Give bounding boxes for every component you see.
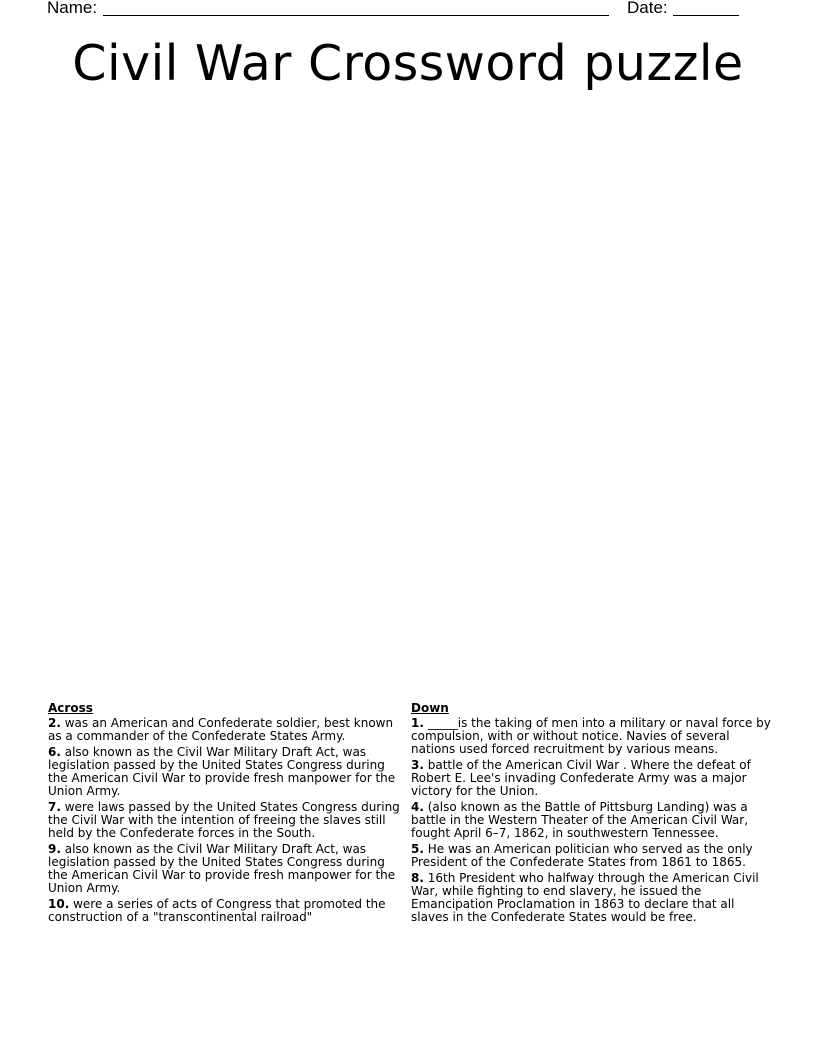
clue-down-4 xyxy=(411,801,771,840)
clue-number: 1. xyxy=(411,716,424,730)
clue-text: also known as the Civil War Military Draft Act, was legislation passed by the United States Congress during the American Civil War to provide fresh manpower for the Union Army. xyxy=(48,745,396,798)
clue-number: 8. xyxy=(411,871,424,885)
clue-number: 6. xyxy=(48,745,61,759)
clue-across-6 xyxy=(48,746,408,798)
clue-across-2 xyxy=(48,717,408,743)
clue-number: 2. xyxy=(48,716,61,730)
clue-text: (also known as the Battle of Pittsburg Landing) was a battle in the Western Theater of the American Civil War, fought April 6–7, 1862, in southwestern Tennessee. xyxy=(411,800,749,840)
clue-text: He was an American politician who served as the only President of the Confederate States from 1861 to 1865. xyxy=(411,842,753,869)
clue-text: were a series of acts of Congress that promoted the construction of a "transcontinental railroad" xyxy=(48,897,386,924)
clue-text: battle of the American Civil War . Where the defeat of Robert E. Lee's invading Confederate Army was a major victory for the Union. xyxy=(411,758,751,798)
date-label: Date: xyxy=(627,0,668,17)
clue-number: 3. xyxy=(411,758,424,772)
across-clues xyxy=(48,701,408,927)
clue-number: 7. xyxy=(48,800,61,814)
clue-down-8 xyxy=(411,872,771,924)
clue-down-1 xyxy=(411,717,771,756)
down-heading: Down xyxy=(411,701,449,715)
down-clues xyxy=(411,701,771,927)
clue-text: 16th President who halfway through the American Civil War, while fighting to end slavery, he issued the Emancipation Proclamation in 1863 to declare that all slaves in the Confederate States would be free. xyxy=(411,871,759,924)
clue-number: 9. xyxy=(48,842,61,856)
clue-number: 4. xyxy=(411,800,424,814)
puzzle-title: Civil War Crossword puzzle xyxy=(72,35,744,92)
clue-across-10 xyxy=(48,898,408,924)
clue-text: _____is the taking of men into a military or naval force by compulsion, with or without notice. Navies of several nations used forced recruitment by various means. xyxy=(411,716,771,756)
clue-text: also known as the Civil War Military Draft Act, was legislation passed by the United States Congress during the American Civil War to provide fresh manpower for the Union Army. xyxy=(48,842,396,895)
across-heading: Across xyxy=(48,701,93,715)
clue-down-3 xyxy=(411,759,771,798)
clue-down-5 xyxy=(411,843,771,869)
name-label: Name: xyxy=(47,0,98,17)
clue-across-9 xyxy=(48,843,408,895)
clue-number: 5. xyxy=(411,842,424,856)
clue-number: 10. xyxy=(48,897,70,911)
clue-text: were laws passed by the United States Congress during the Civil War with the intention of freeing the slaves still held by the Confederate forces in the South. xyxy=(48,800,400,840)
clue-text: was an American and Confederate soldier, best known as a commander of the Confederate States Army. xyxy=(48,716,394,743)
clue-across-7 xyxy=(48,801,408,840)
